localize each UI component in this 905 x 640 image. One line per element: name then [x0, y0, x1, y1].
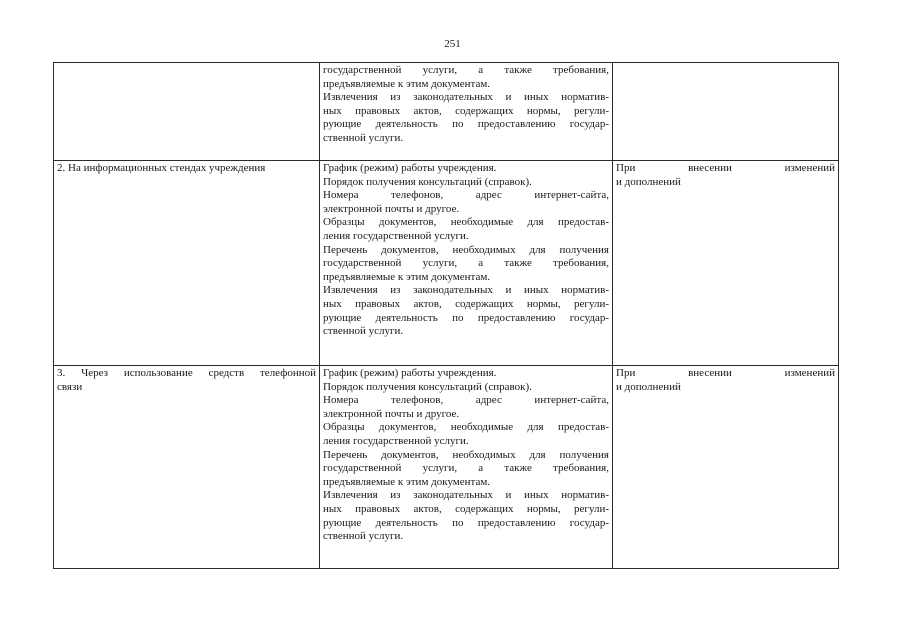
content-text-line: График (режим) работы учреждения. [323, 367, 497, 379]
content-text-line: Номера телефонов, адрес интернет-сайта, [323, 189, 609, 202]
method-text-line: 3. Через использование средств телефонной [57, 367, 316, 379]
content-text-line: предъявляемые к этим документам. [323, 270, 491, 283]
content-text-line: Извлечения из законодательных и иных норматив- [323, 489, 609, 502]
content-text-line: График (режим) работы учреждения. [323, 162, 497, 174]
content-text-line: государственной услуги, а также требования, [323, 257, 609, 270]
content-text-line: Образцы документов, необходимые для предостав- [323, 421, 609, 434]
content-text-line: государственной услуги, а также требования, [323, 64, 609, 76]
content-text-line: ственной услуги. [323, 131, 404, 144]
content-text-line: ных правовых актов, содержащих нормы, регули- [323, 297, 609, 310]
table-row [54, 63, 839, 161]
content-text-line: электронной почты и другое. [323, 202, 460, 215]
content-cell [320, 366, 613, 569]
content-text-line: рующие деятельность по предоставлению государ- [323, 311, 609, 324]
info-table [53, 62, 839, 569]
page-number: 251 [444, 38, 461, 50]
frequency-cell [613, 161, 839, 366]
content-text-line: Перечень документов, необходимых для получения [323, 243, 609, 256]
frequency-cell [613, 63, 839, 161]
content-text-line: рующие деятельность по предоставлению государ- [323, 516, 609, 529]
method-cell [54, 161, 320, 366]
method-cell [54, 63, 320, 161]
content-text-line: Перечень документов, необходимых для получения [323, 448, 609, 461]
content-text-line: ления государственной услуги. [323, 434, 469, 447]
frequency-text-line: При внесении изменений [616, 367, 835, 379]
content-text-line: Порядок получения консультаций (справок). [323, 175, 532, 188]
method-cell [54, 366, 320, 569]
frequency-cell [613, 366, 839, 569]
content-text-line: Номера телефонов, адрес интернет-сайта, [323, 394, 609, 407]
content-text-line: Извлечения из законодательных и иных норматив- [323, 284, 609, 297]
content-text-line: ления государственной услуги. [323, 229, 469, 242]
table-row [54, 366, 839, 569]
content-text-line: государственной услуги, а также требования, [323, 462, 609, 475]
method-text-line: 2. На информационных стендах учреждения [57, 162, 266, 174]
content-text-line: предъявляемые к этим документам. [323, 475, 491, 488]
content-text-line: Извлечения из законодательных и иных норматив- [323, 91, 609, 104]
frequency-text-line: При внесении изменений [616, 162, 835, 174]
table-row [54, 161, 839, 366]
content-text-line: ственной услуги. [323, 325, 404, 338]
frequency-text-line: и дополнений [616, 380, 681, 393]
content-text-line: электронной почты и другое. [323, 407, 460, 420]
content-text-line: ственной услуги. [323, 530, 404, 543]
content-text-line: рующие деятельность по предоставлению государ- [323, 118, 609, 131]
content-text-line: предъявляемые к этим документам. [323, 77, 491, 90]
content-text-line: Образцы документов, необходимые для предостав- [323, 216, 609, 229]
method-text-line: связи [57, 380, 83, 393]
content-cell [320, 63, 613, 161]
content-text-line: Порядок получения консультаций (справок). [323, 380, 532, 393]
content-cell [320, 161, 613, 366]
frequency-text-line: и дополнений [616, 175, 681, 188]
content-text-line: ных правовых актов, содержащих нормы, регули- [323, 502, 609, 515]
table-body [54, 63, 839, 569]
content-text-line: ных правовых актов, содержащих нормы, регули- [323, 104, 609, 117]
